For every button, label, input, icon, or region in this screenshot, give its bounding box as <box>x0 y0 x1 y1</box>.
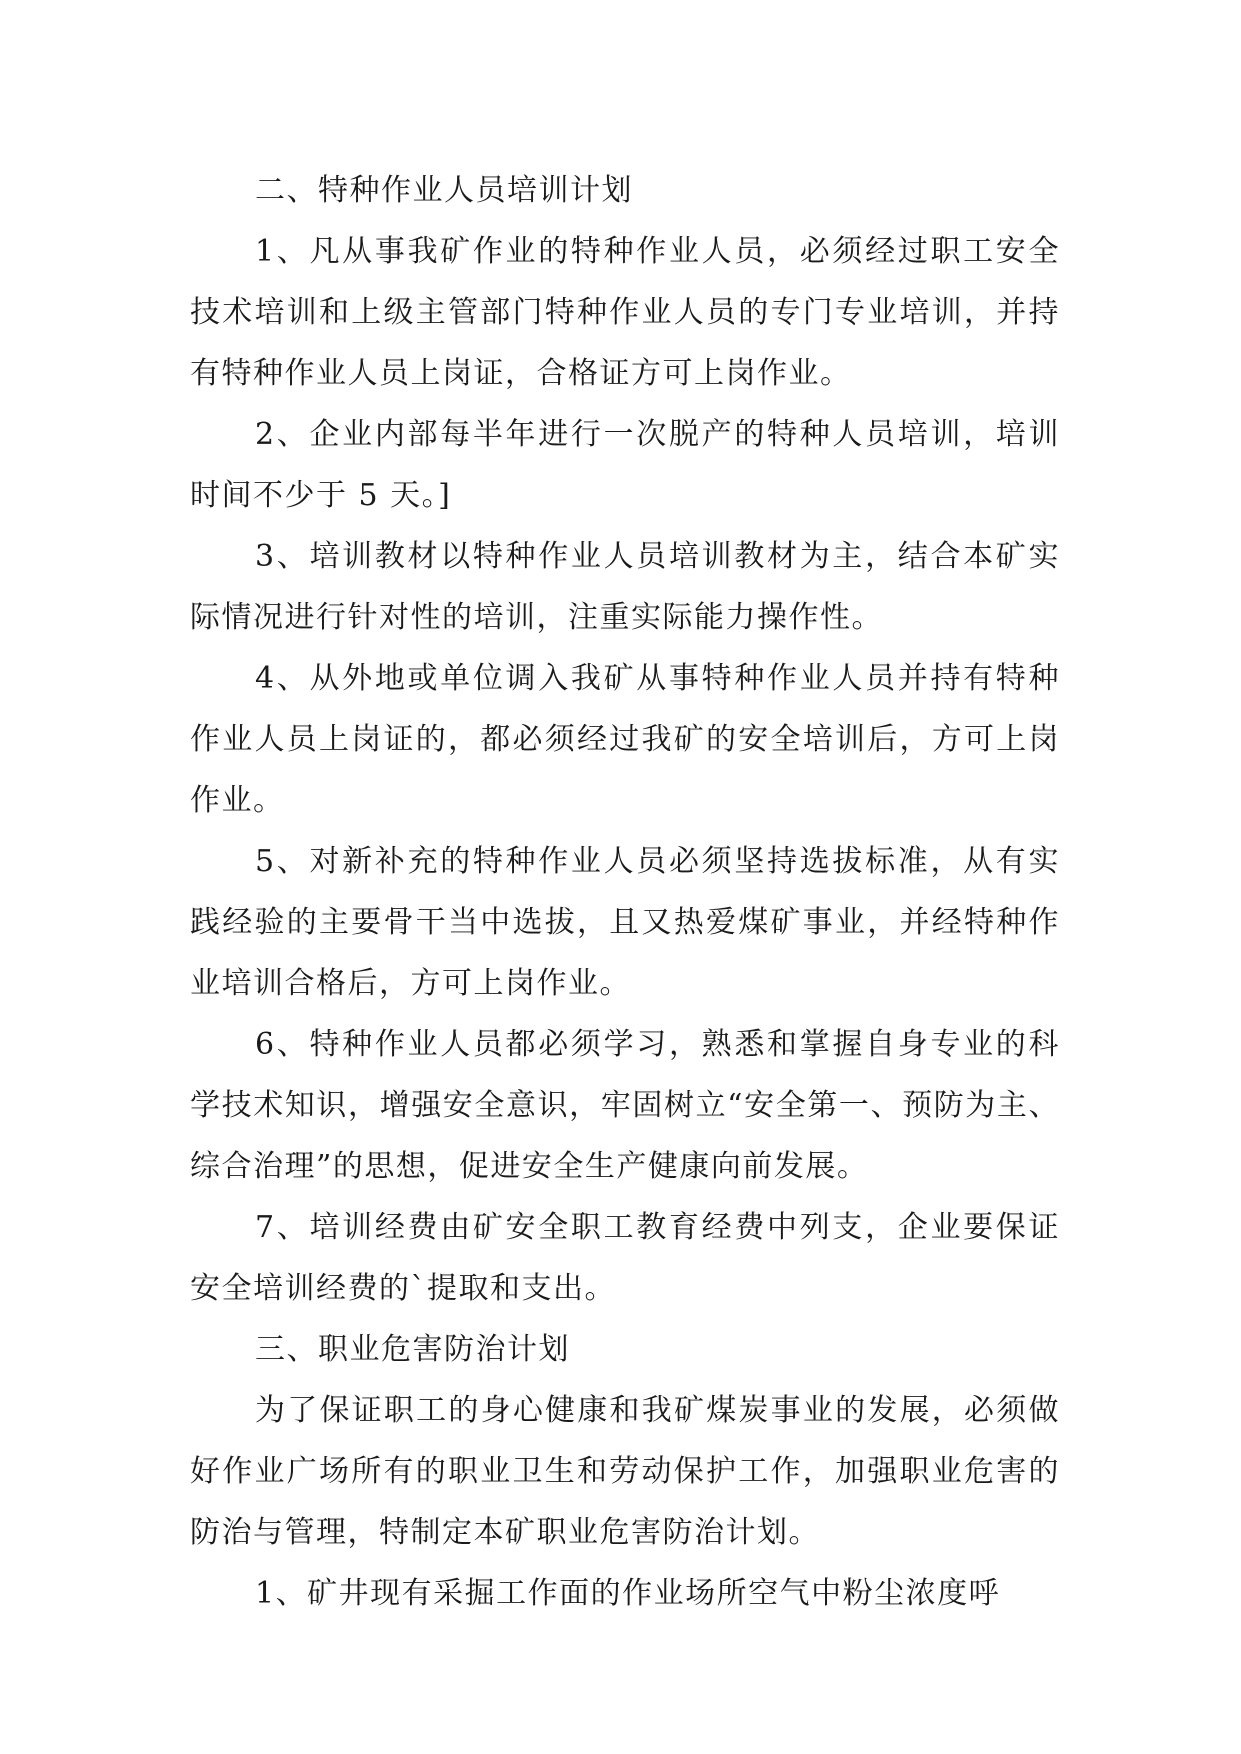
paragraph-intro: 为了保证职工的身心健康和我矿煤炭事业的发展，必须做好作业广场所有的职业卫生和劳动保护工作，加强职业危害的防治与管理，特制定本矿职业危害防治计划。 <box>190 1393 1060 1550</box>
paragraph-item-4: 4、从外地或单位调入我矿从事特种作业人员并持有特种作业人员上岗证的，都必须经过我矿的安全培训后，方可上岗作业。 <box>190 661 1060 818</box>
paragraph-item-1: 1、凡从事我矿作业的特种作业人员，必须经过职工安全技术培训和上级主管部门特种作业人员的专门专业培训，并持有特种作业人员上岗证，合格证方可上岗作业。 <box>190 234 1060 391</box>
paragraph-item-7: 7、培训经费由矿安全职工教育经费中列支，企业要保证安全培训经费的`提取和支出。 <box>190 1210 1060 1306</box>
paragraph-item-6: 6、特种作业人员都必须学习，熟悉和掌握自身专业的科学技术知识，增强安全意识，牢固树立“安全第一、预防为主、综合治理”的思想，促进安全生产健康向前发展。 <box>190 1027 1060 1184</box>
paragraph-item-5: 5、对新补充的特种作业人员必须坚持选拔标准，从有实践经验的主要骨干当中选拔，且又热爱煤矿事业，并经特种作业培训合格后，方可上岗作业。 <box>190 844 1060 1001</box>
paragraph-item-2: 2、企业内部每半年进行一次脱产的特种人员培训，培训时间不少于 5 天。] <box>190 417 1060 513</box>
document-body <box>190 160 1060 1624</box>
paragraph-item-3: 3、培训教材以特种作业人员培训教材为主，结合本矿实际情况进行针对性的培训，注重实际能力操作性。 <box>190 539 1060 635</box>
section-heading-occupational-hazards: 三、职业危害防治计划 <box>255 1332 570 1367</box>
paragraph-hazard-item-1: 1、矿井现有采掘工作面的作业场所空气中粉尘浓度呼 <box>255 1576 1001 1611</box>
section-heading-special-operations: 二、特种作业人员培训计划 <box>255 173 633 208</box>
